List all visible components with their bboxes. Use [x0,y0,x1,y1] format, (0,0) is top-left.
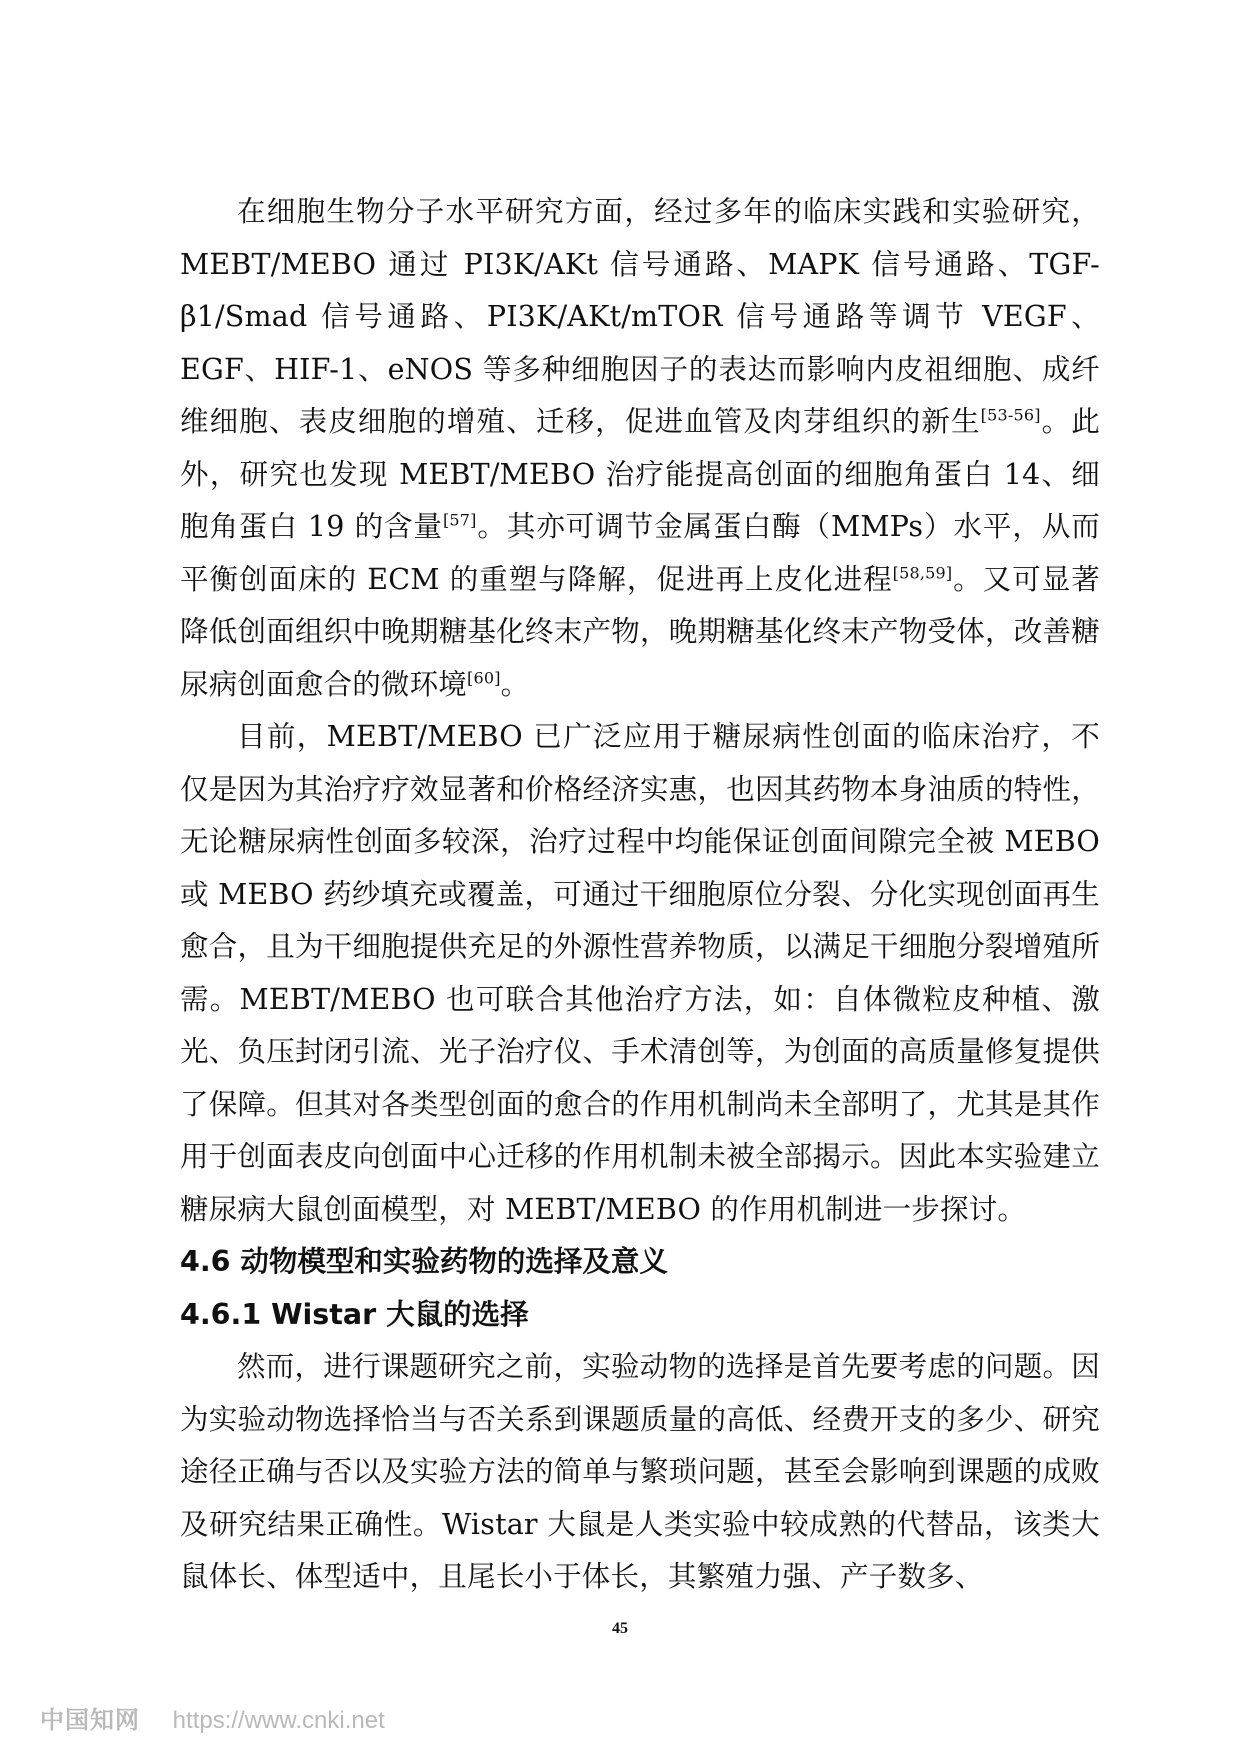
citation-60: [60] [467,668,501,687]
page-number: 45 [612,1620,628,1637]
paragraph-text: 。其亦可调节金属蛋白酶（MMPs）水平，从而平衡创面床的 ECM 的重塑与降解，促进再上皮化进程 [180,510,1100,596]
section-heading-4-6: 4.6 动物模型和实验药物的选择及意义 [180,1245,668,1278]
paragraph-text: 。 [500,667,530,701]
section-heading-4-6-1: 4.6.1 Wistar 大鼠的选择 [180,1297,529,1331]
citation-58-59: [58,59] [892,563,953,582]
paragraph-text: 。此外，研究也发现 MEBT/MEBO 治疗能提高创面的细胞角蛋白 14、细胞角蛋白 19 的含量 [180,405,1100,543]
paragraph-cell-biology [180,186,1100,711]
page-content [180,186,1100,1604]
paragraph-clinical-application: 目前，MEBT/MEBO 已广泛应用于糖尿病性创面的临床治疗，不仅是因为其治疗疗效显著和价格经济实惠，也因其药物本身油质的特性，无论糖尿病性创面多较深，治疗过程中均能保证创面间隙完全被 MEBO 或 MEBO 药纱填充或覆盖，可通过干细胞原位分裂、分化实现创面再生愈合，且为干细胞提供充足的外源性营养物质，以满足干细胞分裂增殖所需。MEBT/MEBO 也可联合其他治疗方法，如：自体微粒皮种植、激光、负压封闭引流、光子治疗仪、手术清创等，为创面的高质量修复提供了保障。但其对各类型创面的愈合的作用机制尚未全部明了，尤其是其作用于创面表皮向创面中心迁移的作用机制未被全部揭示。因此本实验建立糖尿病大鼠创面模型，对 MEBT/MEBO 的作用机制进一步探讨。 [180,720,1100,1226]
watermark-url: https://www.cnki.net [172,1707,385,1734]
paragraph-animal-selection: 然而，进行课题研究之前，实验动物的选择是首先要考虑的问题。因为实验动物选择恰当与否关系到课题质量的高低、经费开支的多少、研究途径正确与否以及实验方法的简单与繁琐问题，甚至会影响到课题的成败及研究结果正确性。Wistar 大鼠是人类实验中较成熟的代替品，该类大鼠体长、体型适中，且尾长小于体长，其繁殖力强、产子数多、 [180,1350,1100,1593]
cnki-watermark [40,1700,385,1735]
watermark-brand: 中国知网 [40,1707,140,1734]
paragraph-text: 在细胞生物分子水平研究方面，经过多年的临床实践和实验研究，MEBT/MEBO 通过 PI3K/AKt 信号通路、MAPK 信号通路、TGF-β1/Smad 信号通路、PI3K/AKt/mTOR 信号通路等调节 VEGF、EGF、HIF-1、eNOS 等多种细胞因子的表达而影响内皮祖细胞、成纤维细胞、表皮细胞的增殖、迁移，促进血管及肉芽组织的新生 [180,195,1100,438]
citation-53-56: [53-56] [980,405,1041,425]
paragraph-text: 。又可显著降低创面组织中晚期糖基化终末产物，晚期糖基化终末产物受体，改善糖尿病创面愈合的微环境 [180,562,1100,701]
citation-57: [57] [442,510,477,530]
